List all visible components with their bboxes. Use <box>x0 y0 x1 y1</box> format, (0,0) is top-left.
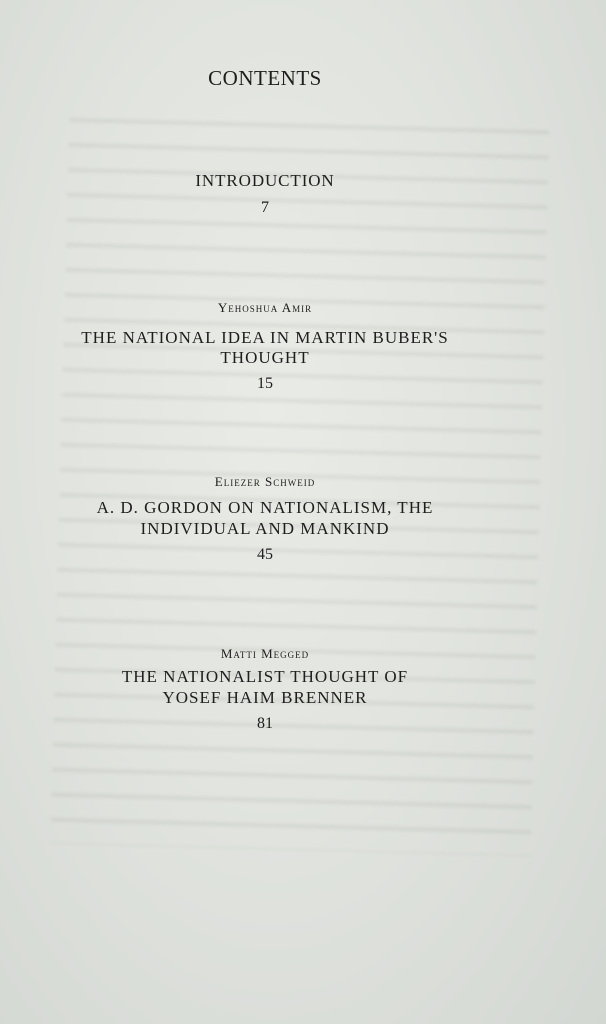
entry-3-page-number: 81 <box>257 715 273 732</box>
entry-2-title-line-2: INDIVIDUAL AND MANKIND <box>140 519 390 538</box>
entry-3-author: Matti Megged <box>220 646 310 661</box>
entry-1-page-number: 15 <box>257 375 273 392</box>
entry-1-author: Yehoshua Amir <box>217 300 313 315</box>
contents-heading: CONTENTS <box>208 66 322 90</box>
introduction-page-number: 7 <box>261 199 269 216</box>
introduction-title: INTRODUCTION <box>195 171 335 190</box>
entry-3-title-line-2: YOSEF HAIM BRENNER <box>162 688 368 707</box>
entry-2-title-line-1: A. D. GORDON ON NATIONALISM, THE <box>96 498 434 517</box>
entry-3-title-line-1: THE NATIONALIST THOUGHT OF <box>121 667 409 686</box>
entry-2-page-number: 45 <box>257 546 273 563</box>
entry-1-title-line-1: THE NATIONAL IDEA IN MARTIN BUBER'S <box>81 328 449 347</box>
entry-1-title-line-2: THOUGHT <box>220 348 310 367</box>
entry-2-author: Eliezer Schweid <box>214 474 316 489</box>
